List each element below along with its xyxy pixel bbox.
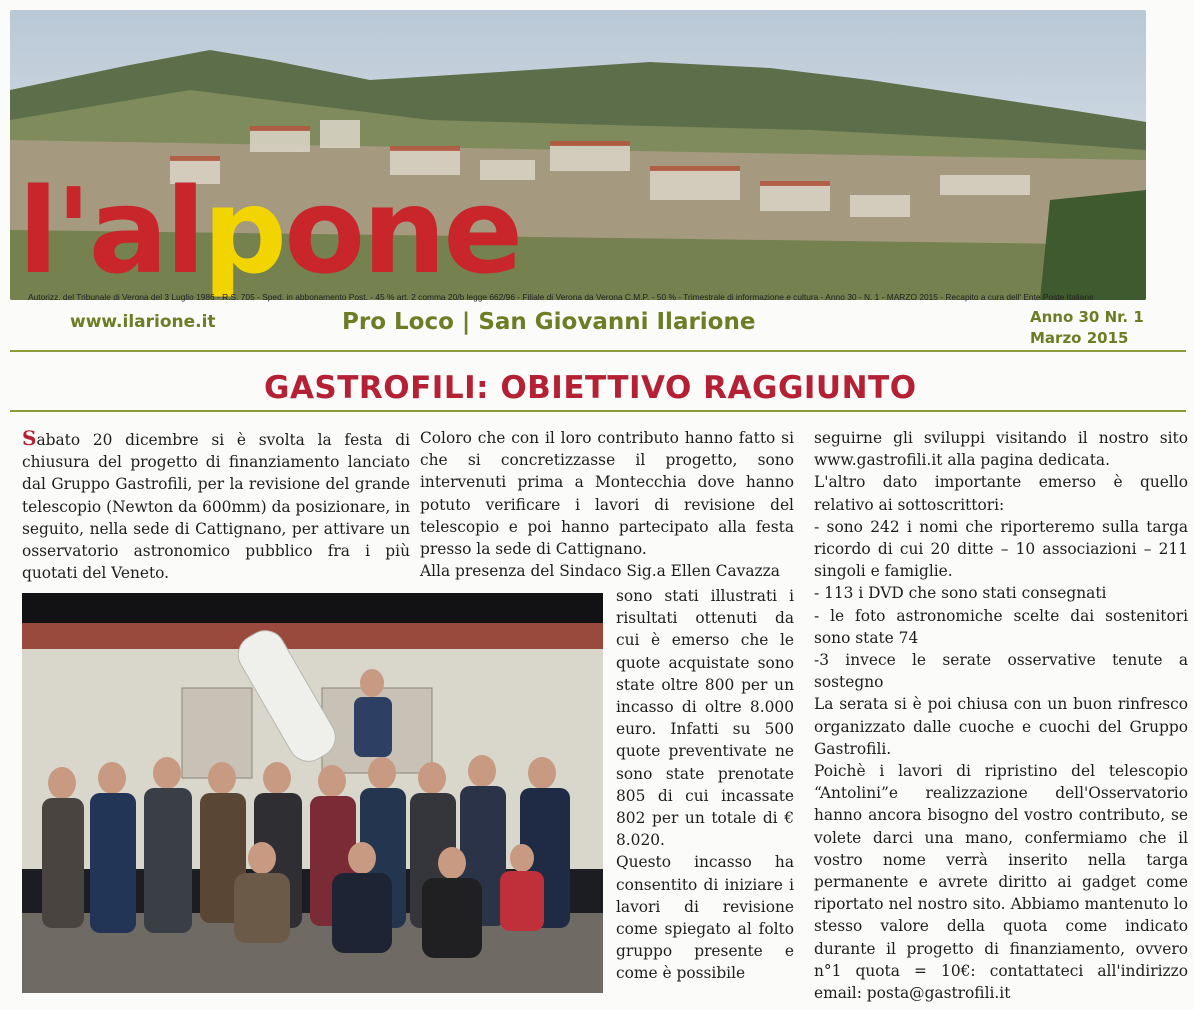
- list-item: - le foto astronomiche scelte dai sostenitori sono state 74: [814, 606, 1188, 647]
- website-paragraph: seguirne gli sviluppi visitando il nostro sito www.gastrofili.it alla pagina dedicata.: [814, 429, 1188, 470]
- revenue-paragraph: Questo incasso ha consentito di iniziare i lavori di revisione come spiegato al folto gruppo presente e come è possibile: [616, 853, 794, 983]
- authorization-fine-print: Autorizz. del Tribunale di Verona del 3 Luglio 1986 - R.S. 705 - Sped. in abbonamento Post. - 45 % art. 2 comma 20/b legge 662/96 - Filiale di Verona da Verona C.M.P. - 50 % - Trimestrale di informazione e cultura - Anno 30 - N. 1 - MARZO 2015 - Recapito a cura dell' Ente Poste Italiane: [28, 292, 1094, 302]
- contributors-paragraph: Coloro che con il loro contributo hanno fatto si che si concretizzasse il progetto, sono intervenuti prima a Montecchia dove hanno potuto verificare i lavori di revisione del telescopio e poi hanno partecipato alla festa presso la sede di Cattignano.: [420, 429, 794, 559]
- drop-cap: S: [22, 426, 37, 450]
- website-link[interactable]: www.ilarione.it: [70, 312, 216, 332]
- list-item: - sono 242 i nomi che riporteremo sulla targa ricordo di cui 20 ditte – 10 associazioni – 211 singoli e famiglie.: [814, 517, 1188, 581]
- issue-number: Anno 30 Nr. 1: [1030, 308, 1144, 326]
- group-photo-telescope: [22, 593, 603, 993]
- list-item: -3 invece le serate osservative tenute a sostegno: [814, 651, 1188, 692]
- masthead: [10, 10, 1146, 300]
- list-item: - 113 i DVD che sono stati consegnati: [814, 584, 1107, 603]
- subscribers-paragraph: L'altro dato importante emerso è quello relativo ai sottoscrittori:: [814, 473, 1188, 514]
- mayor-paragraph: Alla presenza del Sindaco Sig.a Ellen Cavazza: [420, 562, 780, 581]
- publisher-label: Pro Loco | San Giovanni Ilarione: [342, 309, 756, 335]
- article-column-3: [814, 427, 1188, 1004]
- closing-paragraph: La serata si è poi chiusa con un buon rinfresco organizzato dalle cuoche e cuochi del Gruppo Gastrofili.: [814, 695, 1188, 758]
- divider: [10, 350, 1186, 352]
- results-paragraph: sono stati illustrati i risultati ottenuti da cui è emerso che le quote acquistate sono state oltre 800 per un incasso di oltre 8.000 euro. Infatti su 500 quote preventivate ne sono state prenotate 805 di cui incassate 802 per un totale di € 8.020.: [616, 587, 794, 850]
- article-headline: GASTROFILI: OBIETTIVO RAGGIUNTO: [264, 370, 917, 406]
- issue-info: [1030, 307, 1144, 349]
- appeal-paragraph: Poichè i lavori di ripristino del telescopio “Antolini”e realizzazione dell'Osservatorio hanno ancora bisogno del vostro contributo, se volete darci una mano, confermiamo che il vostro nome verrà inserito nella targa permanente e avrete diritto ai gadget come riportato nel nostro sito. Abbiamo mantenuto lo stesso valore della quota come indicato durante il progetto di finanziamento, ovvero n°1 quota = 10€: contattateci all'indirizzo email: posta@gastrofili.it: [814, 762, 1188, 1003]
- logo-lalpone: l'alpone: [18, 162, 521, 300]
- article-column-2-narrow: [616, 585, 794, 985]
- article-column-1: [22, 427, 410, 584]
- article-column-2: [420, 427, 794, 582]
- divider: [10, 410, 1186, 412]
- intro-paragraph: Sabato 20 dicembre si è svolta la festa di chiusura del progetto di finanziamento lanciato dal Gruppo Gastrofili, per la revisione del grande telescopio (Newton da 600mm) da posizionare, in seguito, nella sede di Cattignano, per attivare un osservatorio astronomico pubblico fra i più quotati del Veneto.: [22, 426, 410, 583]
- issue-date: Marzo 2015: [1030, 329, 1129, 347]
